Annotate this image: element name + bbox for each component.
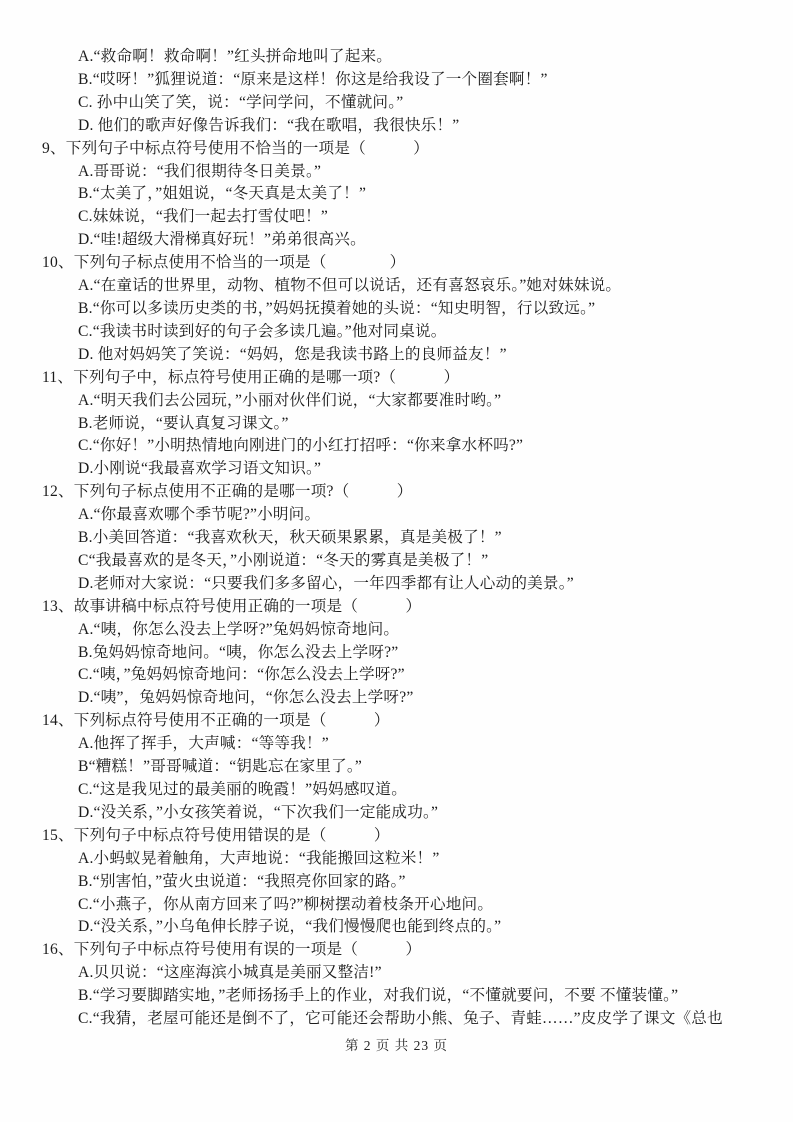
question-11-option-C: C.“你好！”小明热情地向刚进门的小红打招呼：“你来拿水杯吗?” — [78, 437, 524, 455]
question-11-option-A: A.“明天我们去公园玩，”小丽对伙伴们说，“大家都要准时哟。” — [78, 391, 502, 409]
question-13-option-D: D.“咦”，兔妈妈惊奇地问，“你怎么没去上学呀?” — [78, 689, 414, 707]
question-9-option-D: D.“哇!超级大滑梯真好玩！”弟弟很高兴。 — [78, 231, 366, 249]
page-footer — [0, 1034, 793, 1055]
exam-content — [42, 46, 782, 1031]
question-9-option-A: A.哥哥说：“我们很期待冬日美景。” — [78, 162, 322, 180]
question-14-option-A: A.他挥了挥手，大声喊：“等等我！” — [78, 735, 329, 753]
question-14-option-D: D.“没关系，”小女孩笑着说，“下次我们一定能成功。” — [78, 803, 439, 821]
question-13-option-B: B.兔妈妈惊奇地问。“咦，你怎么没去上学呀?” — [78, 643, 399, 661]
question-14-stem: 14、下列标点符号使用不正确的一项是（ ） — [42, 712, 390, 730]
question-15-stem: 15、下列句子中标点符号使用错误的是（ ） — [42, 826, 390, 844]
question-15-option-A: A.小蚂蚁晃着触角，大声地说：“我能搬回这粒米！” — [78, 849, 440, 867]
question-12-option-A: A.“你最喜欢哪个季节呢?”小明问。 — [78, 506, 321, 524]
question-13-option-C: C.“咦，”兔妈妈惊奇地问：“你怎么没去上学呀?” — [78, 666, 405, 684]
question-12-option-D: D.老师对大家说：“只要我们多多留心，一年四季都有让人心动的美景。” — [78, 574, 574, 592]
question-15-option-B: B.“别害怕，”萤火虫说道：“我照亮你回家的路。” — [78, 872, 406, 890]
carryover-option-D: D. 他们的歌声好像告诉我们：“我在歌唱，我很快乐！” — [78, 116, 460, 134]
question-12-stem: 12、下列句子标点使用不正确的是哪一项?（ ） — [42, 483, 413, 501]
question-10-option-D: D. 他对妈妈笑了笑说：“妈妈，您是我读书路上的良师益友！” — [78, 345, 507, 363]
question-14-option-C: C.“这是我见过的最美丽的晚霞！”妈妈感叹道。 — [78, 781, 408, 798]
question-10-option-B: B.“你可以多读历史类的书，”妈妈抚摸着她的头说：“知史明智，行以致远。” — [78, 299, 596, 317]
question-12-option-B: B.小美回答道：“我喜欢秋天，秋天硕果累累，真是美极了！” — [78, 529, 502, 547]
question-16-stem: 16、下列句子中标点符号使用有误的一项是（ ） — [42, 941, 422, 959]
carryover-option-B: B.“哎呀！”狐狸说道：“原来是这样！你这是给我设了一个圈套啊！” — [78, 70, 548, 88]
carryover-option-A: A.“救命啊！救命啊！”红头拼命地叫了起来。 — [78, 48, 393, 65]
question-9-option-C: C.妹妹说，“我们一起去打雪仗吧！” — [78, 208, 329, 226]
question-15-option-D: D.“没关系，”小乌龟伸长脖子说，“我们慢慢爬也能到终点的。” — [78, 918, 502, 936]
question-16-option-A: A.贝贝说：“这座海滨小城真是美丽又整洁!” — [78, 964, 382, 982]
question-14-option-B: B“糟糕！”哥哥喊道：“钥匙忘在家里了。” — [78, 758, 362, 776]
question-10-stem: 10、下列句子标点使用不恰当的一项是（ ） — [42, 254, 406, 272]
question-10-option-A: A.“在童话的世界里，动物、植物不但可以说话，还有喜怒哀乐。”她对妹妹说。 — [78, 277, 622, 295]
carryover-option-C: C. 孙中山笑了笑，说：“学问学问，不懂就问。” — [78, 93, 404, 111]
question-16-option-C: C.“我猜，老屋可能还是倒不了，它可能还会帮助小熊、兔子、青蛙……”皮皮学了课文《总也 — [78, 1010, 723, 1028]
question-13-option-A: A.“咦，你怎么没去上学呀?”兔妈妈惊奇地问。 — [78, 620, 400, 638]
page-number-indicator: 第 2 页 共 23 页 — [344, 1038, 449, 1053]
question-13-stem: 13、故事讲稿中标点符号使用正确的一项是（ ） — [42, 597, 422, 615]
question-9-stem: 9、下列句子中标点符号使用不恰当的一项是（ ） — [42, 139, 430, 157]
question-11-option-B: B.老师说，“要认真复习课文。” — [78, 414, 289, 432]
question-15-option-C: C.“小燕子，你从南方回来了吗?”柳树摆动着枝条开心地问。 — [78, 895, 494, 913]
question-16-option-B: B.“学习要脚踏实地，”老师扬扬手上的作业，对我们说，“不懂就要问，不要 不懂装懂。” — [78, 987, 679, 1005]
question-9-option-B: B.“太美了，”姐姐说，“冬天真是太美了！” — [78, 185, 367, 203]
question-11-option-D: D.小刚说“我最喜欢学习语文知识。” — [78, 460, 322, 478]
question-12-option-C: C“我最喜欢的是冬天，”小刚说道：“冬天的雾真是美极了！” — [78, 551, 489, 569]
question-11-stem: 11、下列句子中，标点符号使用正确的是哪一项?（ ） — [42, 368, 460, 386]
question-10-option-C: C.“我读书时读到好的句子会多读几遍。”他对同桌说。 — [78, 322, 447, 340]
